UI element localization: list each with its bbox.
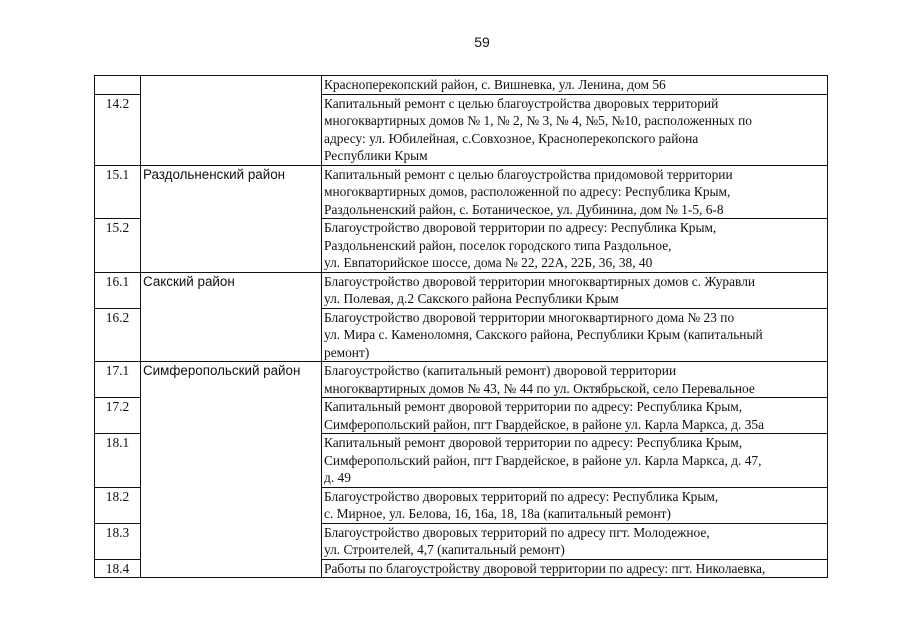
description-line: многоквартирных домов № 43, № 44 по ул. Октябрьской, село Перевальное [324, 380, 755, 396]
description-line: Благоустройство (капитальный ремонт) дворовой территории [324, 363, 677, 378]
row-description [322, 94, 828, 165]
description-line: Капитальный ремонт с целью благоустройства придомовой территории [324, 166, 733, 182]
description-line: ул. Мира с. Каменоломня, Сакского района, Республики Крым (капитальный [324, 327, 763, 342]
row-description [322, 434, 828, 488]
description-line: ул. Строителей, 4,7 (капитальный ремонт) [324, 542, 565, 557]
description-line: Капитальный ремонт с целью благоустройства дворовых территорий [324, 95, 719, 111]
row-description [322, 398, 828, 434]
row-number: 18.2 [95, 487, 141, 523]
page-number: 59 [474, 34, 490, 50]
row-number: 14.2 [95, 94, 141, 165]
description-line: адресу: ул. Юбилейная, с.Совхозное, Красноперекопского района [324, 130, 699, 146]
works-table [94, 75, 828, 578]
row-number: 17.1 [95, 362, 141, 398]
row-description [322, 308, 828, 362]
district-cell-razdolnensky: Раздольненский район [141, 165, 322, 272]
description-line: многоквартирных домов № 1, № 2, № 3, № 4, №5, №10, расположенных по [324, 113, 752, 128]
row-number [95, 76, 141, 95]
row-number: 17.2 [95, 398, 141, 434]
row-description [322, 76, 828, 95]
description-line: Благоустройство дворовой территории многоквартирного дома № 23 по [324, 309, 735, 325]
description-line: д. 49 [324, 470, 351, 485]
table-row [95, 362, 828, 398]
row-number: 16.1 [95, 272, 141, 308]
row-description [322, 362, 828, 398]
description-line: Республики Крым [324, 148, 428, 163]
table-row [95, 165, 828, 219]
district-cell-simferopolsky: Симферопольский район [141, 362, 322, 578]
description-line: Благоустройство дворовых территорий по адресу пгт. Молодежное, [324, 524, 710, 540]
table-row [95, 272, 828, 308]
description-line: Благоустройство дворовых территорий по адресу: Республика Крым, [324, 488, 719, 504]
row-number: 18.4 [95, 559, 141, 578]
district-cell-saksky: Сакский район [141, 272, 322, 362]
row-description [322, 272, 828, 308]
district-cell-krasnoperekopsky [141, 76, 322, 166]
description-line: Симферопольский район, пгт Гвардейское, в районе ул. Карла Маркса, д. 35а [324, 416, 765, 432]
row-description [322, 523, 828, 559]
row-number: 15.2 [95, 219, 141, 273]
row-description [322, 487, 828, 523]
description-line: Благоустройство дворовой территории по адресу: Республика Крым, [324, 220, 717, 235]
description-line: Раздольненский район, с. Ботаническое, ул. Дубинина, дом № 1-5, 6-8 [324, 201, 724, 217]
description-line: ремонт) [324, 344, 370, 360]
row-number: 15.1 [95, 165, 141, 219]
description-line: с. Мирное, ул. Белова, 16, 16а, 18, 18а (капитальный ремонт) [324, 506, 671, 521]
row-number: 16.2 [95, 308, 141, 362]
description-line: многоквартирных домов, расположенной по адресу: Республика Крым, [324, 184, 731, 199]
row-number: 18.3 [95, 523, 141, 559]
row-number: 18.1 [95, 434, 141, 488]
table-row [95, 76, 828, 95]
description-line: ул. Евпаторийское шоссе, дома № 22, 22А, 22Б, 36, 38, 40 [324, 255, 653, 270]
description-line: Капитальный ремонт дворовой территории по адресу: Республика Крым, [324, 399, 743, 414]
description-line: Симферопольский район, пгт Гвардейское, в районе ул. Карла Маркса, д. 47, [324, 452, 762, 468]
description-line: Капитальный ремонт дворовой территории по адресу: Республика Крым, [324, 435, 743, 450]
description-line: ул. Полевая, д.2 Сакского района Республики Крым [324, 291, 619, 306]
description-line: Раздольненский район, поселок городского типа Раздольное, [324, 237, 672, 253]
row-description [322, 559, 828, 578]
description-line: Благоустройство дворовой территории многоквартирных домов с. Журавли [324, 273, 756, 289]
description-line: Красноперекопский район, с. Вишневка, ул. Ленина, дом 56 [324, 77, 666, 92]
row-description [322, 165, 828, 219]
row-description [322, 219, 828, 273]
description-line: Работы по благоустройству дворовой территории по адресу: пгт. Николаевка, [324, 560, 766, 576]
